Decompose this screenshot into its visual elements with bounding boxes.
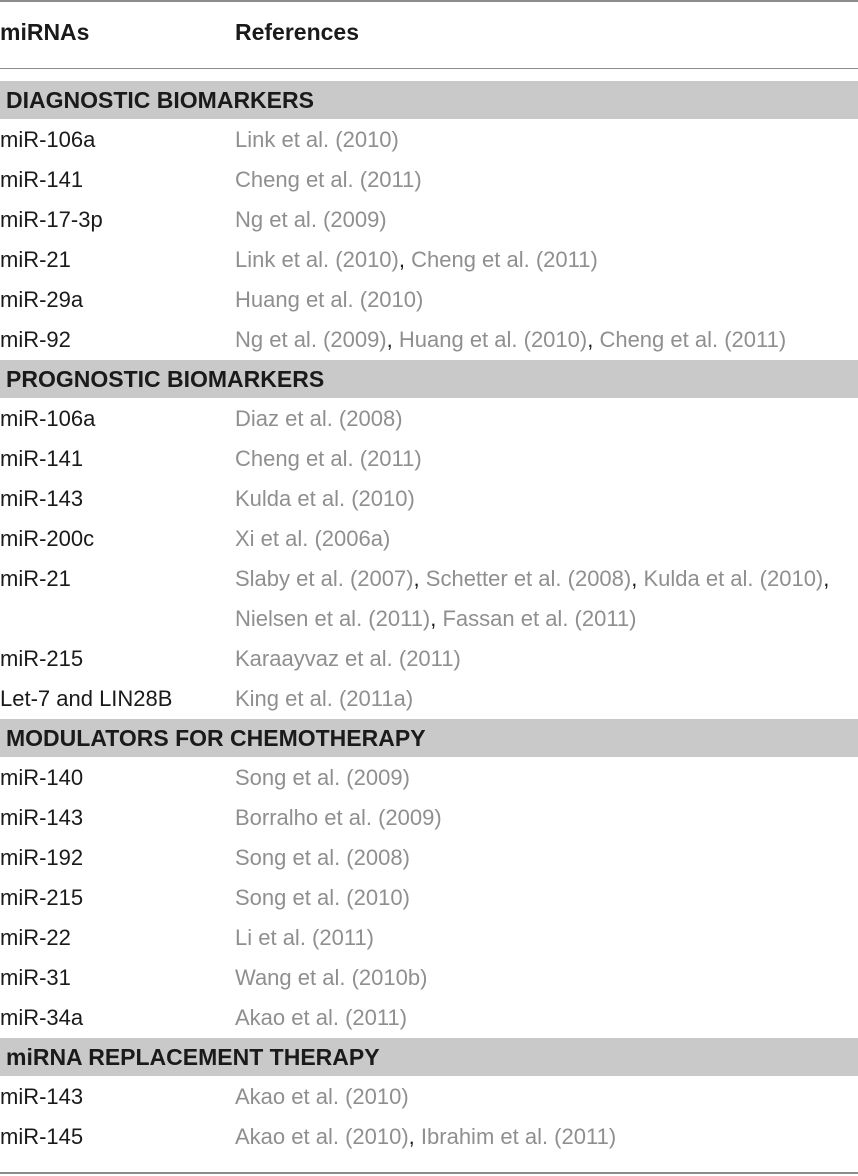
reference-separator: , — [823, 566, 830, 591]
reference-separator: , — [413, 566, 426, 591]
table-row — [0, 280, 858, 320]
reference-link[interactable]: Ibrahim et al. (2011) — [420, 1124, 617, 1149]
reference-link[interactable]: Cheng et al. (2011) — [235, 167, 422, 192]
reference-link[interactable]: Schetter et al. (2008) — [425, 566, 632, 591]
reference-link[interactable]: Song et al. (2009) — [235, 765, 410, 790]
reference-list — [235, 439, 858, 479]
reference-list — [235, 838, 858, 878]
reference-separator: , — [587, 327, 600, 352]
mirna-name: miR-143 — [0, 805, 84, 830]
reference-list — [235, 918, 858, 958]
reference-separator: , — [631, 566, 644, 591]
table-row — [0, 758, 858, 798]
mirna-name: miR-145 — [0, 1124, 84, 1149]
table-bottom-rule — [0, 1172, 858, 1174]
reference-link[interactable]: Cheng et al. (2011) — [411, 247, 598, 272]
reference-separator: , — [386, 327, 399, 352]
column-header-references: References — [235, 19, 360, 45]
reference-link[interactable]: Karaayvaz et al. (2011) — [235, 646, 461, 671]
mirna-name: miR-17-3p — [0, 207, 103, 232]
mirna-name: miR-31 — [0, 965, 71, 990]
reference-list — [235, 679, 858, 719]
reference-link[interactable]: Borralho et al. (2009) — [235, 805, 442, 830]
mirna-name: miR-143 — [0, 486, 84, 511]
header-divider-rule — [0, 68, 858, 69]
reference-link[interactable]: Xi et al. (2006a) — [235, 526, 391, 551]
table-row — [0, 639, 858, 679]
table-row — [0, 399, 858, 439]
reference-list — [235, 200, 858, 240]
mirna-name: miR-200c — [0, 526, 95, 551]
reference-list — [235, 559, 858, 639]
reference-list — [235, 320, 858, 360]
table-header-row — [0, 0, 858, 66]
mirna-name: miR-34a — [0, 1005, 84, 1030]
table-row — [0, 120, 858, 160]
mirna-name: miR-215 — [0, 885, 84, 910]
table-row — [0, 998, 858, 1038]
reference-separator: , — [430, 606, 443, 631]
reference-link[interactable]: Akao et al. (2010) — [235, 1084, 409, 1109]
reference-list — [235, 479, 858, 519]
reference-list — [235, 120, 858, 160]
reference-link[interactable]: Nielsen et al. (2011) — [235, 606, 431, 631]
reference-list — [235, 958, 858, 998]
reference-list — [235, 160, 858, 200]
reference-separator: , — [408, 1124, 421, 1149]
reference-link[interactable]: Ng et al. (2009) — [235, 207, 387, 232]
table-row — [0, 798, 858, 838]
reference-link[interactable]: Slaby et al. (2007) — [235, 566, 414, 591]
table-body — [0, 81, 858, 1157]
table-row — [0, 838, 858, 878]
reference-link[interactable]: Wang et al. (2010b) — [235, 965, 428, 990]
reference-link[interactable]: Huang et al. (2010) — [398, 327, 588, 352]
mirna-name: miR-140 — [0, 765, 84, 790]
mirna-name: miR-22 — [0, 925, 71, 950]
mirna-name: miR-141 — [0, 167, 84, 192]
reference-link[interactable]: Cheng et al. (2011) — [599, 327, 787, 352]
reference-link[interactable]: Diaz et al. (2008) — [235, 406, 403, 431]
table-row — [0, 559, 858, 639]
mirna-name: miR-215 — [0, 646, 84, 671]
mirna-name: miR-106a — [0, 406, 96, 431]
column-header-mirnas: miRNAs — [0, 19, 90, 45]
section-header: DIAGNOSTIC BIOMARKERS — [0, 81, 858, 119]
reference-link[interactable]: Cheng et al. (2011) — [235, 446, 422, 471]
mirna-name: miR-21 — [0, 247, 71, 272]
reference-list — [235, 639, 858, 679]
reference-link[interactable]: Kulda et al. (2010) — [235, 486, 415, 511]
mirna-name: miR-192 — [0, 845, 84, 870]
table-row — [0, 200, 858, 240]
reference-list — [235, 758, 858, 798]
table-row — [0, 479, 858, 519]
section-header: PROGNOSTIC BIOMARKERS — [0, 360, 858, 398]
reference-link[interactable]: Song et al. (2010) — [235, 885, 410, 910]
reference-list — [235, 798, 858, 838]
reference-link[interactable]: Song et al. (2008) — [235, 845, 410, 870]
reference-list — [235, 519, 858, 559]
mirna-name: miR-21 — [0, 566, 71, 591]
mirna-name: Let-7 and LIN28B — [0, 686, 173, 711]
reference-list — [235, 1077, 858, 1117]
reference-link[interactable]: Ng et al. (2009) — [235, 327, 387, 352]
reference-link[interactable]: Link et al. (2010) — [235, 247, 399, 272]
mirna-name: miR-29a — [0, 287, 84, 312]
table-row — [0, 918, 858, 958]
reference-link[interactable]: Akao et al. (2011) — [235, 1005, 408, 1030]
section-header: miRNA REPLACEMENT THERAPY — [0, 1038, 858, 1076]
reference-link[interactable]: Akao et al. (2010) — [235, 1124, 409, 1149]
reference-link[interactable]: Kulda et al. (2010) — [643, 566, 824, 591]
table-row — [0, 519, 858, 559]
table-row — [0, 679, 858, 719]
reference-link[interactable]: Huang et al. (2010) — [235, 287, 424, 312]
section-header: MODULATORS FOR CHEMOTHERAPY — [0, 719, 858, 757]
reference-list — [235, 280, 858, 320]
table-row — [0, 160, 858, 200]
mirna-name: miR-106a — [0, 127, 96, 152]
mirna-name: miR-143 — [0, 1084, 84, 1109]
reference-list — [235, 998, 858, 1038]
table-row — [0, 240, 858, 280]
reference-link[interactable]: Fassan et al. (2011) — [442, 606, 637, 631]
reference-list — [235, 1117, 858, 1157]
mirna-name: miR-92 — [0, 327, 71, 352]
mirna-name: miR-141 — [0, 446, 84, 471]
reference-separator: , — [398, 247, 412, 272]
reference-list — [235, 240, 858, 280]
reference-link[interactable]: Li et al. (2011) — [235, 925, 375, 950]
reference-list — [235, 399, 858, 439]
table-row — [0, 320, 858, 360]
reference-link[interactable]: King et al. (2011a) — [235, 686, 414, 711]
reference-list — [235, 878, 858, 918]
table-row — [0, 439, 858, 479]
table-row — [0, 878, 858, 918]
table-row — [0, 1117, 858, 1157]
table-row — [0, 1077, 858, 1117]
table-row — [0, 958, 858, 998]
reference-link[interactable]: Link et al. (2010) — [235, 127, 399, 152]
